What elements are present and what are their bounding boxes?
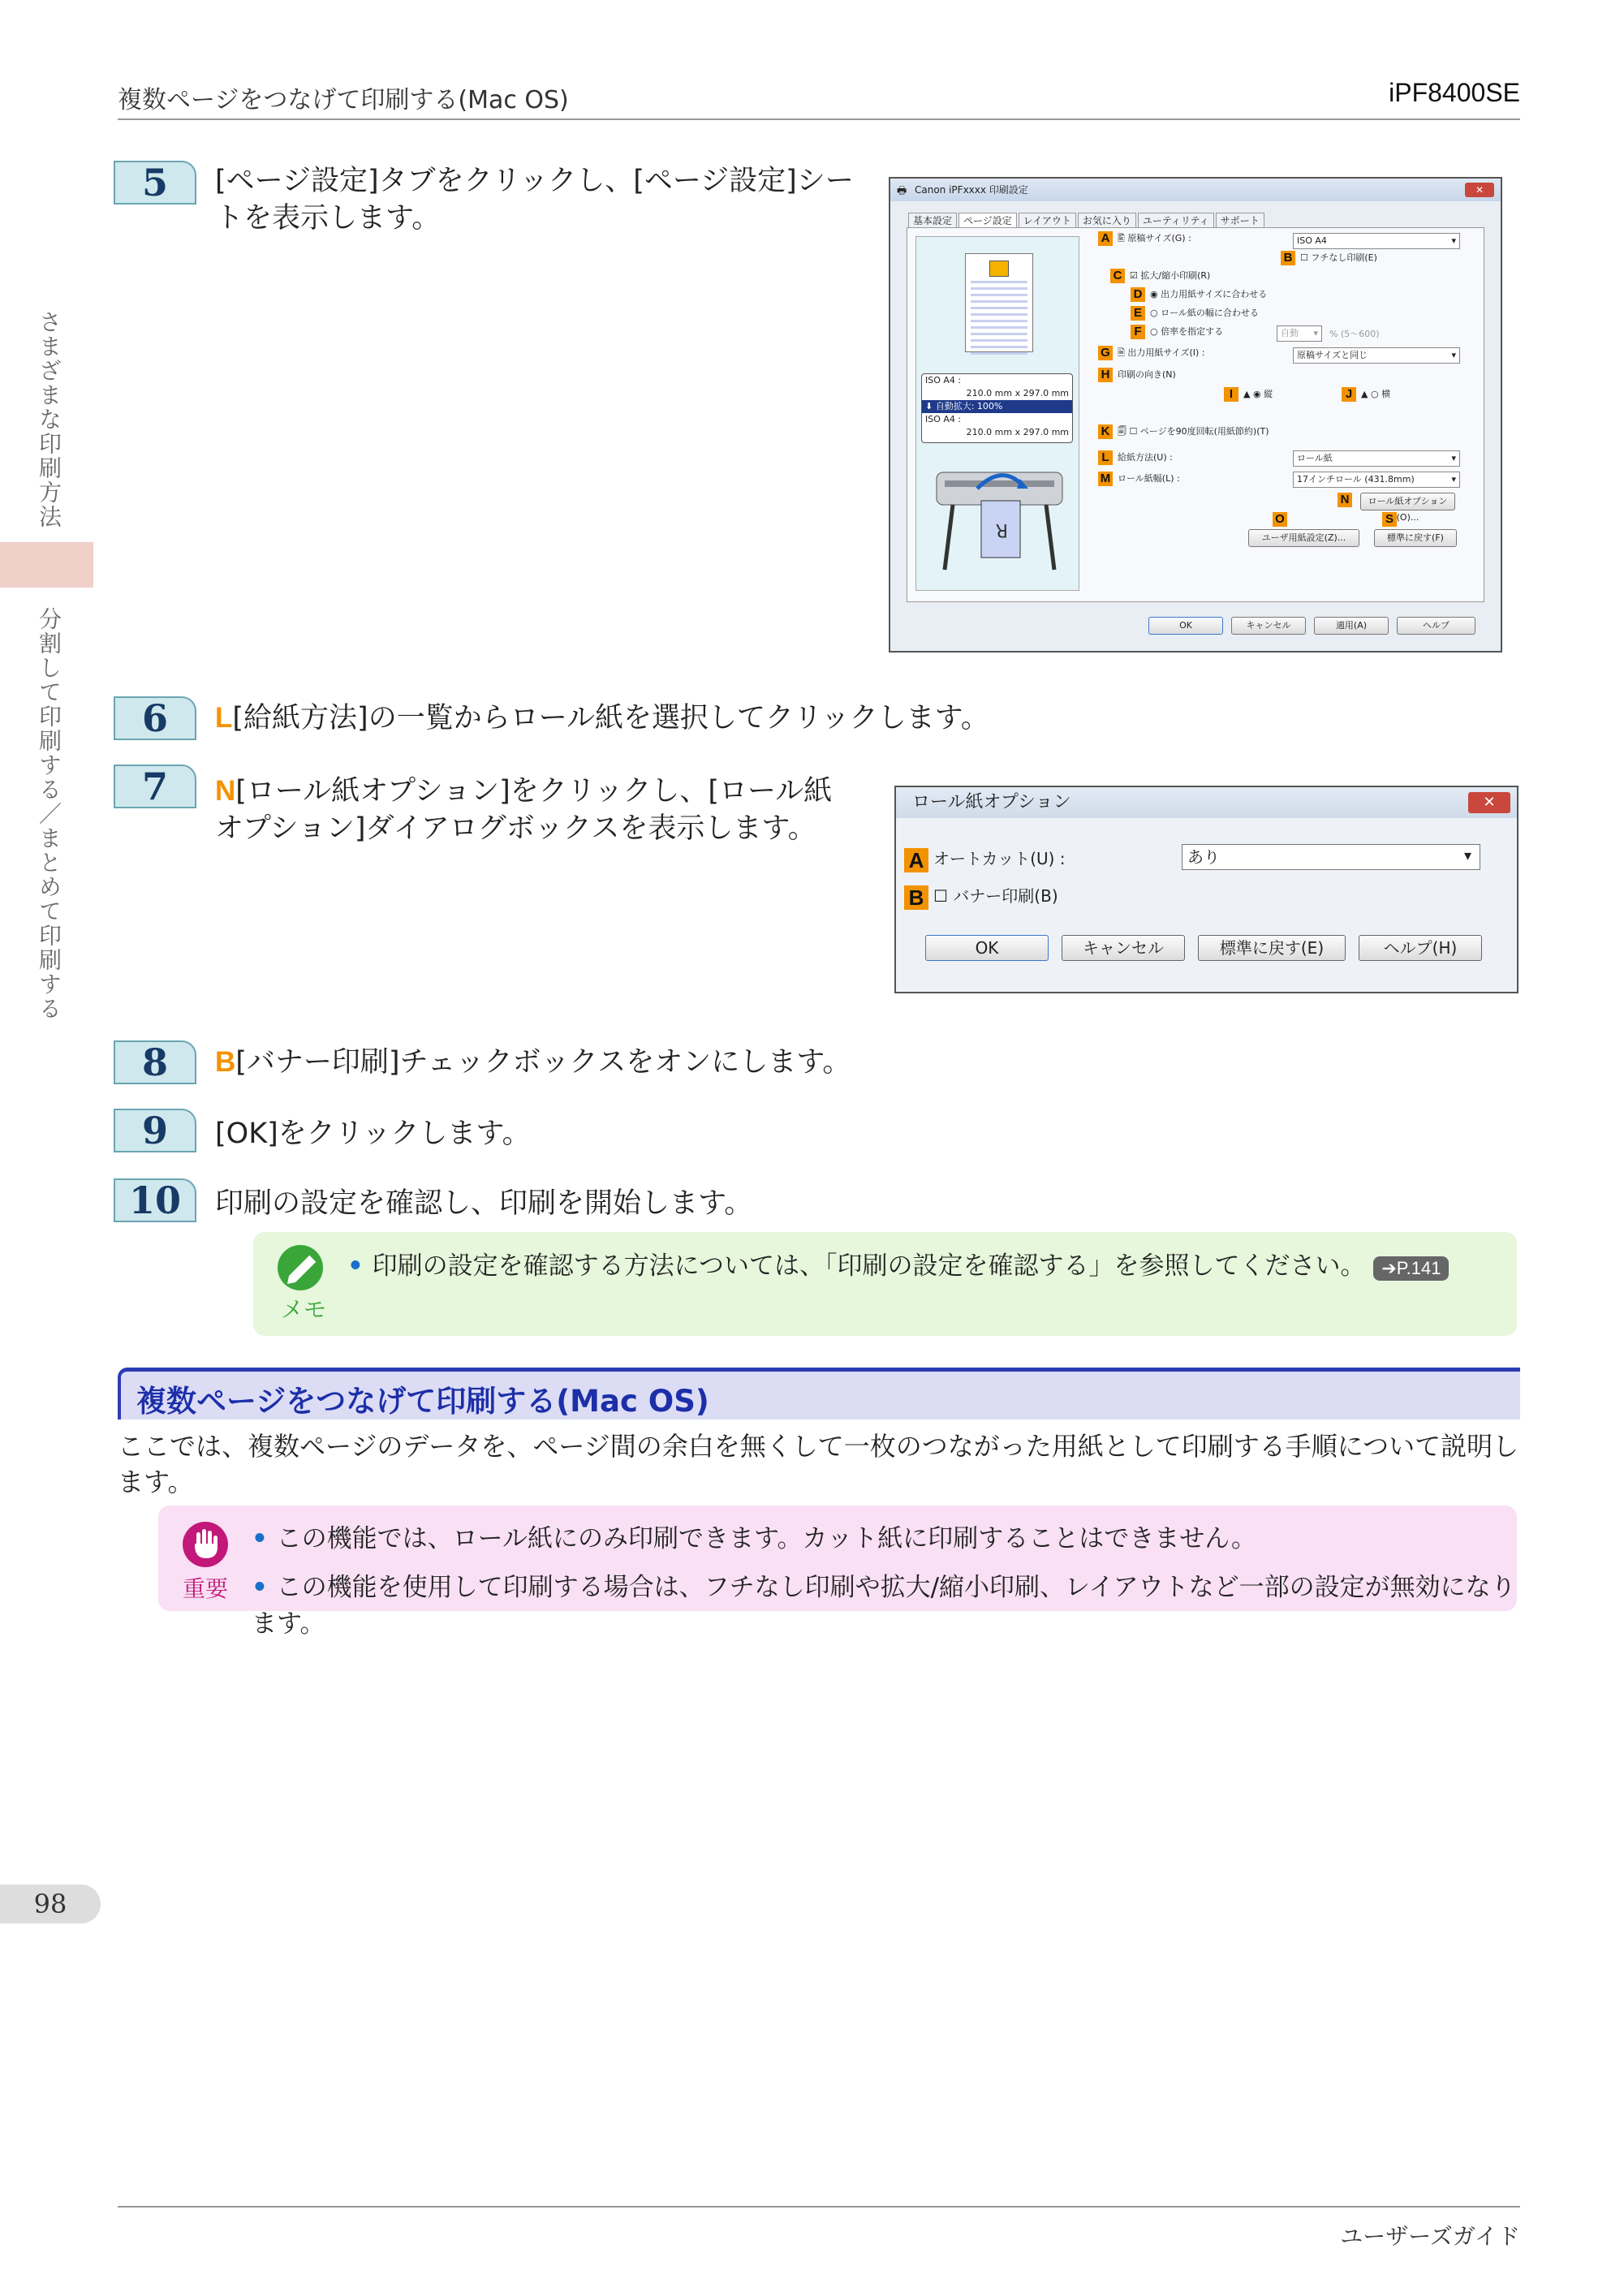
dialog-title: ロール紙オプション [896,787,1517,818]
ok-button[interactable]: OK [925,935,1049,961]
borderless-checkbox[interactable]: フチなし印刷(E) [1311,252,1377,263]
restore-defaults-button[interactable]: 標準に戻す(E) [1198,935,1346,961]
source-size-label: ISO A4 : [925,375,962,386]
close-icon[interactable]: ✕ [1465,183,1494,197]
printer-icon: 🖶 [897,185,907,197]
roll-paper-options-dialog: ロール紙オプション ✕ A オートカット(U) : あり ▾ B ☐ バナー印刷(B) OK キャンセル 標準に戻す(E) ヘルプ(H) [894,786,1518,993]
step-instruction: [バナー印刷]チェックボックスをオンにします。 [235,1046,851,1079]
paper-icon: 🗎 [1118,347,1128,358]
tab-basic[interactable]: 基本設定 [908,213,957,229]
important-item: • この機能では、ロール紙にのみ印刷できます。カット紙に印刷することはできません。 [252,1524,1257,1553]
hand-stop-icon [180,1519,230,1570]
enlarge-reduce-checkbox[interactable]: 拡大/縮小印刷(R) [1140,270,1211,281]
important-text: この機能では、ロール紙にのみ印刷できます。カット紙に印刷することはできません。 [276,1524,1257,1553]
callout-letter: N [215,775,236,807]
page-size-select[interactable]: ISO A4 ▾ [1293,233,1460,249]
ok-button[interactable]: OK [1148,617,1223,635]
help-button[interactable]: ヘルプ [1397,617,1475,635]
close-icon[interactable]: ✕ [1468,792,1510,813]
callout-letter: L [215,702,233,734]
auto-scale-value: 自動拡大: 100% [935,401,1003,411]
tab-favorites[interactable]: お気に入り [1078,213,1136,229]
paper-source-select[interactable]: ロール紙 ▾ [1293,450,1460,467]
page-preview [965,253,1033,352]
size-summary [921,373,1073,443]
source-size-value: 210.0 mm x 297.0 mm [966,388,1069,398]
output-size-value: 210.0 mm x 297.0 mm [966,427,1069,437]
preview-area [915,236,1079,591]
page-setup-panel: ISO A4 : 210.0 mm x 297.0 mm ⬇ 自動拡大: 100% ISO A4 : 210.0 mm x 297.0 mm R A 🖺 原稿サイズ(G) : ISO A4 ▾ B ☐ フチなし印刷(E) C ☑ 拡大/縮小印刷(R) D ◉ 出力用紙サイズに合わせる E ○ ロール紙の幅に合わせる F ○ 倍率を指定する 自動 ▾ % (5～600) G 🗎 出力用紙サイズ(I) : 原稿サイズと同じ ▾ H 印刷の向き(N) I ▲ ◉ 縦 J ▲ ○ 横 K 🗐 ☐ ページを90度回転(用紙節約)(T) L 給紙方法(U) : ロール紙 ▾ M ロール紙幅(L) : 17インチロール (431.8mm) ▾ N ロール紙オプション(O)... O S ユーザ用紙設定(Z)... 標準に戻す(F) [907,227,1484,602]
step-text [215,1044,1270,1081]
banner-print-checkbox[interactable]: バナー印刷(B) [953,886,1058,906]
memo-text: • 印刷の設定を確認する方法については、「印刷の設定を確認する」を参照してください。 ➔P.141 [347,1245,1500,1282]
side-tab-marker [0,542,93,588]
page-reference-link[interactable]: ➔P.141 [1373,1256,1449,1281]
auto-cut-label: オートカット(U) : [933,849,1066,868]
running-header-title: 複数ページをつなげて印刷する(Mac OS) [118,86,569,114]
step-instruction: [給紙方法]の一覧からロール紙を選択してクリックします。 [232,702,989,734]
tab-support[interactable]: サポート [1216,213,1264,229]
dialog-title: Canon iPFxxxx 印刷設定 [890,179,1501,201]
tab-layout[interactable]: レイアウト [1019,213,1076,229]
fit-paper-size-radio[interactable]: 出力用紙サイズに合わせる [1161,289,1268,299]
print-settings-dialog [889,177,1502,653]
step-number: 7 [114,765,196,808]
chevron-down-icon: ▾ [1464,847,1472,864]
step-number: 9 [114,1109,196,1152]
auto-scale-row [922,400,1072,413]
output-size-label: 出力用紙サイズ(I) : [1127,347,1205,358]
model-name: iPF8400SE [1389,78,1520,107]
step-text: [OK]をクリックします。 [215,1118,531,1150]
scaling-range: % (5～600) [1329,329,1380,339]
help-button[interactable]: ヘルプ(H) [1359,935,1482,961]
callout-letter: B [215,1046,236,1078]
tab-page-setup[interactable]: ページ設定 [958,213,1017,229]
step-text [215,700,1270,737]
important-caption: 重要 [183,1575,229,1602]
step-text [215,773,856,847]
auto-cut-select[interactable]: あり [1182,844,1480,870]
section-body: ここでは、複数ページのデータを、ページ間の余白を無くして一枚のつながった用紙として印刷する手順について説明します。 [118,1431,1519,1497]
custom-paper-button[interactable]: ユーザ用紙設定(Z)... [1248,529,1359,547]
step-text: [ページ設定]タブをクリックし、[ページ設定]シートを表示します。 [215,165,854,235]
tab-utility[interactable]: ユーティリティ [1138,213,1214,229]
roll-paper-options-button[interactable]: ロール紙オプション(O)... [1360,493,1455,510]
landscape-radio[interactable]: 横 [1381,389,1391,399]
rotate-90-checkbox[interactable]: ページを90度回転(用紙節約)(T) [1139,426,1269,437]
scaling-radio[interactable]: 倍率を指定する [1161,326,1224,337]
header-divider [118,118,1520,120]
memo-body: 印刷の設定を確認する方法については、「印刷の設定を確認する」を参照してください。 [372,1251,1366,1281]
side-tab-printing-methods[interactable]: さまざまな印刷方法 [36,310,62,529]
output-size-select[interactable]: 原稿サイズと同じ ▾ [1293,347,1460,364]
page-number: 98 [0,1885,101,1923]
apply-button[interactable]: 適用(A) [1314,617,1389,635]
svg-text:R: R [995,519,1008,540]
cancel-button[interactable]: キャンセル [1231,617,1306,635]
image-thumbnail-icon [989,261,1009,277]
important-text: この機能を使用して印刷する場合は、フチなし印刷や拡大/縮小印刷、レイアウトなど一部の設定が無効になります。 [252,1573,1516,1639]
step-number: 6 [114,696,196,740]
roll-width-select[interactable]: 17インチロール (431.8mm) ▾ [1293,472,1460,488]
printer-illustration-icon [933,456,1066,578]
step-text: 印刷の設定を確認し、印刷を開始します。 [215,1187,753,1220]
orientation-label: 印刷の向き(N) [1118,369,1176,380]
roll-width-label: ロール紙幅(L) : [1118,473,1180,484]
section-title: 複数ページをつなげて印刷する(Mac OS) [136,1384,709,1419]
step-number: 5 [114,161,196,205]
restore-defaults-button[interactable]: 標準に戻す(F) [1374,529,1457,547]
footer-divider [118,2206,1520,2208]
step-number: 10 [114,1178,196,1222]
document-icon: 🖺 [1118,233,1128,243]
portrait-radio[interactable]: 縦 [1264,389,1273,399]
step-instruction: [ロール紙オプション]をクリックし、[ロール紙オプション]ダイアログボックスを表示します。 [215,775,833,845]
cancel-button[interactable]: キャンセル [1062,935,1185,961]
side-tab-tiling-printing[interactable]: 分割して印刷する／まとめて印刷する [36,607,62,1021]
rotate-page-icon: 🗐 [1118,426,1130,437]
down-arrow-icon: ⬇ [925,401,936,411]
important-item: • この機能を使用して印刷する場合は、フチなし印刷や拡大/縮小印刷、レイアウトなど一部の設定が無効になります。 [252,1573,1516,1639]
scaling-input[interactable]: 自動 ▾ [1277,325,1322,342]
memo-caption: メモ [281,1296,327,1323]
dialog-tabs [908,213,1266,229]
step-number: 8 [114,1040,196,1084]
output-size-label: ISO A4 : [925,414,962,424]
fit-roll-width-radio[interactable]: ロール紙の幅に合わせる [1161,308,1259,318]
page-size-label: 原稿サイズ(G) : [1127,233,1191,243]
footer-guide-title: ユーザーズガイド [1340,2223,1520,2250]
paper-source-label: 給紙方法(U) : [1118,452,1173,463]
pencil-memo-icon [274,1242,331,1292]
